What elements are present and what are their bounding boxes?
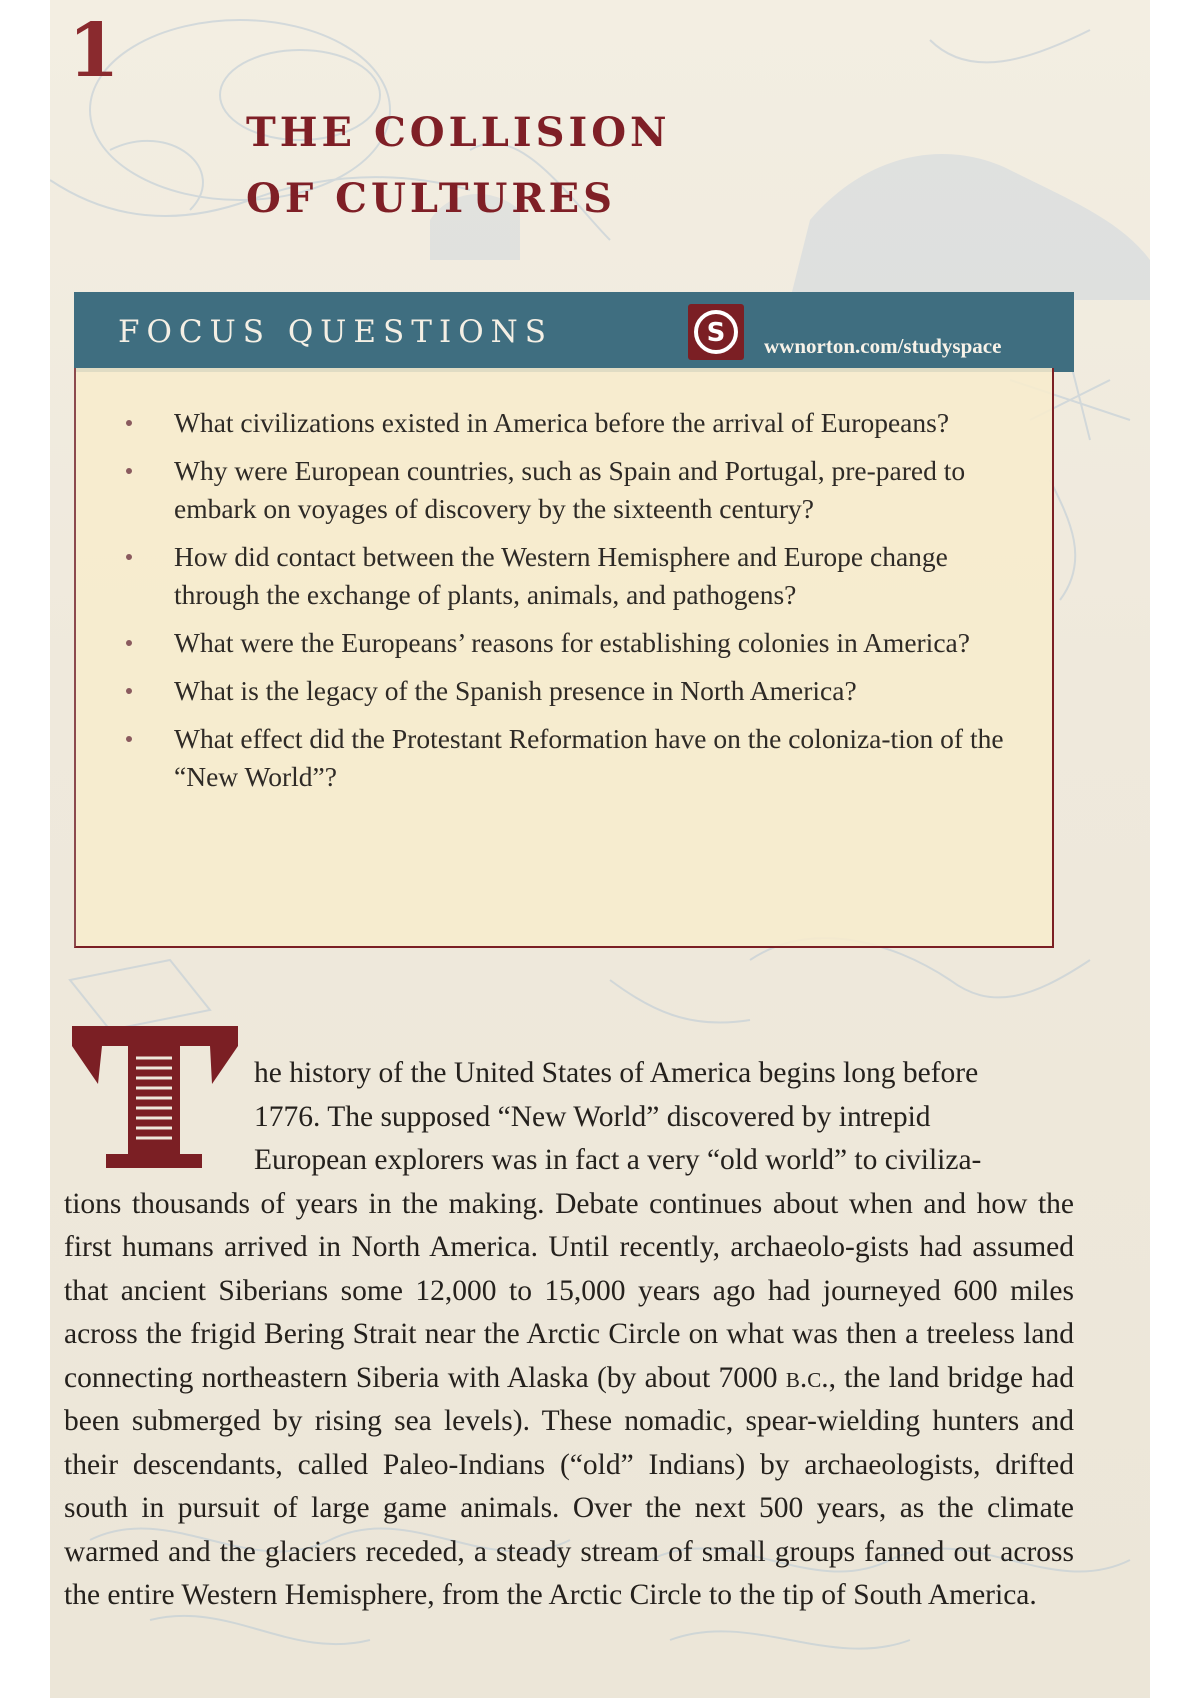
body-text-part-a: tions thousands of years in the making. Debate continues about when and how the first humans arrived in North America. Until recently, archaeolo-gists had assumed that ancient Siberians some 12,000 to 15,000 years ago had journeyed 600 miles across the frigid Bering Strait near the Arctic Circle on what was then a treeless land connecting northeastern Siberia with Alaska (by about 7000: [64, 1187, 1074, 1394]
chapter-title-line-2: OF CULTURES: [246, 175, 617, 222]
focus-question-text: What effect did the Protestant Reformation have on the coloniza-tion of the “New World”?: [174, 723, 1004, 792]
chapter-title: [246, 100, 671, 232]
drop-cap-letter: T: [149, 1131, 159, 1148]
focus-questions-label: FOCUS QUESTIONS: [118, 314, 553, 350]
bullet-icon: [126, 554, 132, 560]
focus-question-item: [126, 624, 1006, 662]
focus-question-item: [126, 672, 1006, 710]
focus-question-list: [126, 404, 1006, 806]
bullet-icon: [126, 736, 132, 742]
chapter-number: 1: [68, 8, 114, 94]
focus-questions-header: [74, 292, 1074, 372]
studyspace-s-icon: [688, 304, 744, 360]
focus-questions-box: [74, 292, 1074, 952]
body-paragraph: [64, 1052, 1074, 1618]
bullet-icon: [126, 688, 132, 694]
body-text-part-b: , the land bridge had been submerged by rising sea levels). These nomadic, spear-wielding hunters and their descendants, called Paleo-Indians (“old” Indians) by archaeologists, drifted south in pursuit of large game animals. Over the next 500 years, as the climate warmed and the glaciers receded, a steady stream of small groups fanned out across the entire Western Hemisphere, from the Arctic Circle to the tip of South America.: [64, 1361, 1074, 1611]
chapter-title-line-1: THE COLLISION: [246, 109, 671, 156]
focus-question-text: Why were European countries, such as Spain and Portugal, pre-pared to embark on voyages of discovery by the sixteenth century?: [174, 455, 966, 524]
bullet-icon: [126, 468, 132, 474]
focus-question-item: [126, 404, 1006, 442]
focus-question-item: [126, 720, 1006, 796]
focus-question-text: What civilizations existed in America before the arrival of Europeans?: [174, 407, 950, 438]
body-line-1: he history of the United States of America begins long before: [254, 1057, 979, 1089]
era-abbreviation: b.c.: [785, 1361, 829, 1394]
focus-question-text: How did contact between the Western Hemisphere and Europe change through the exchange of plants, animals, and pathogens?: [174, 541, 948, 610]
bullet-icon: [126, 640, 132, 646]
body-line-2: 1776. The supposed “New World” discovered by intrepid: [254, 1100, 931, 1133]
bullet-icon: [126, 420, 132, 426]
book-page: [50, 0, 1150, 1698]
focus-question-item: [126, 452, 1006, 528]
focus-question-item: [126, 538, 1006, 614]
focus-question-text: What were the Europeans’ reasons for establishing colonies in America?: [174, 627, 970, 658]
focus-questions-body: [74, 368, 1054, 948]
focus-question-text: What is the legacy of the Spanish presence in North America?: [174, 675, 857, 706]
body-line-3: European explorers was in fact a very “old world” to civiliza-: [254, 1144, 982, 1176]
svg-text:S: S: [706, 318, 726, 348]
studyspace-link[interactable]: wwnorton.com/studyspace: [764, 334, 1002, 358]
